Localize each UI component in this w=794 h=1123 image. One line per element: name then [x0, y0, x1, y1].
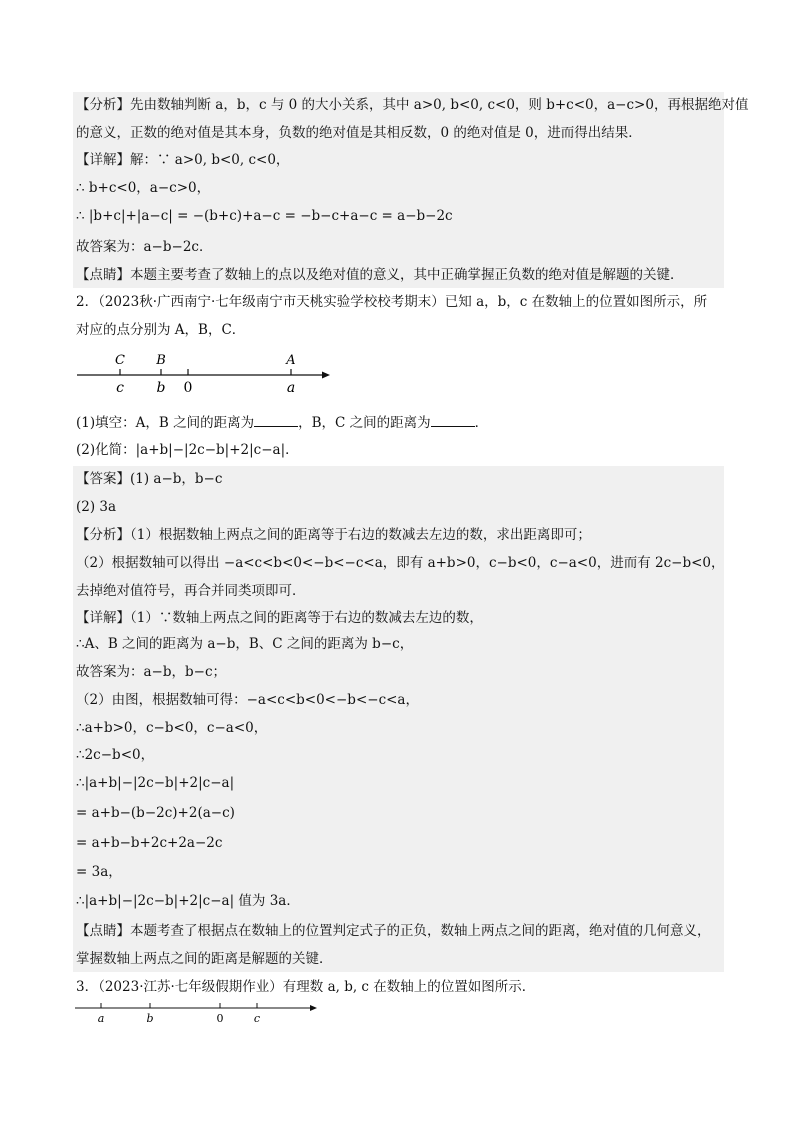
detail-q2-line-5: ∴a+b>0，c−b<0，c−a<0，: [76, 720, 268, 736]
detail-line-1: 【详解】解：∵ a>0, b<0, c<0，: [76, 152, 290, 168]
detail-line-2: ∴ b+c<0，a−c>0，: [76, 180, 211, 196]
number-line-q3: [70, 998, 330, 1028]
detail-q2-line-4: （2）由图，根据数轴可得：−a<c<b<0<−b<−c<a，: [76, 692, 419, 708]
q3-point-0: 0: [216, 1012, 224, 1025]
detail-q2-line-8: = a+b−(b−2c)+2(a−c): [76, 805, 235, 821]
point-label-B: B: [156, 353, 166, 368]
answer-2: (2) 3a: [76, 499, 117, 515]
number-line-q2: [70, 348, 340, 396]
detail-q2-line-7: ∴|a+b|−|2c−b|+2|c−a|: [76, 775, 235, 791]
comment-line: 【点睛】本题主要考查了数轴上的点以及绝对值的意义，其中正确掌握正负数的绝对值是解题的关键．: [76, 267, 684, 283]
q3-point-a: a: [97, 1012, 105, 1025]
point-value-0: 0: [183, 380, 193, 396]
question-2-line-2: 对应的点分别为 A，B，C．: [76, 322, 246, 338]
point-label-A: A: [286, 353, 296, 368]
simplify-question: (2)化简：|a+b|−|2c−b|+2|c−a|．: [76, 442, 299, 458]
point-value-b: b: [156, 380, 166, 396]
point-value-c: c: [116, 380, 124, 396]
detail-q2-line-11: ∴|a+b|−|2c−b|+2|c−a| 值为 3a．: [76, 893, 300, 909]
blank-2: [431, 412, 475, 427]
answer-1: 【答案】(1) a−b，b−c: [76, 471, 223, 487]
analysis-q2-line-2: （2）根据数轴可以得出 −a<c<b<0<−b<−c<a，即有 a+b>0，c−b<0，c−a<0，进而有 2c−b<0，: [76, 555, 725, 571]
comment-q2-line-2: 掌握数轴上两点之间的距离是解题的关键．: [76, 951, 333, 967]
analysis-line-1: 【分析】先由数轴判断 a，b，c 与 0 的大小关系，其中 a>0, b<0, c<0，则 b+c<0，a−c>0，再根据绝对值: [76, 97, 749, 113]
detail-q2-line-1: 【详解】（1）∵数轴上两点之间的距离等于右边的数减去左边的数，: [76, 610, 483, 626]
comment-q2-line-1: 【点睛】本题考查了根据点在数轴上的位置判定式子的正负，数轴上两点之间的距离，绝对值的几何意义，: [76, 923, 711, 939]
detail-q2-line-6: ∴2c−b<0，: [76, 747, 155, 763]
analysis-q2-line-1: 【分析】（1）根据数轴上两点之间的距离等于右边的数减去左边的数，求出距离即可；: [76, 527, 591, 543]
blank-1: [254, 412, 298, 427]
analysis-q2-line-3: 去掉绝对值符号，再合并同类项即可．: [76, 583, 306, 599]
detail-q2-line-3: 故答案为：a−b，b−c；: [76, 664, 227, 680]
question-2-line-1: 2．（2023秋·广西南宁·七年级南宁市天桃实验学校校考期末）已知 a，b，c 在数轴上的位置如图所示，所: [76, 294, 708, 310]
q3-point-c: c: [253, 1012, 261, 1025]
detail-q2-line-10: = 3a，: [76, 864, 122, 880]
fill-in-question: (1)填空：A，B 之间的距离为 ，B，C 之间的距离为 ．: [76, 412, 488, 433]
detail-line-3: ∴ |b+c|+|a−c| = −(b+c)+a−c = −b−c+a−c = a−b−2c: [76, 208, 453, 224]
analysis-line-2: 的意义，正数的绝对值是其本身，负数的绝对值是其相反数，0 的绝对值是 0，进而得出结果．: [76, 125, 642, 141]
q3-point-b: b: [146, 1012, 154, 1025]
point-value-a: a: [286, 380, 296, 396]
question-3-line-1: 3．（2023·江苏·七年级假期作业）有理数 a, b, c 在数轴上的位置如图所示．: [76, 979, 536, 995]
detail-q2-line-9: = a+b−b+2c+2a−2c: [76, 835, 223, 851]
answer-line: 故答案为：a−b−2c．: [76, 239, 213, 255]
point-label-C: C: [115, 353, 125, 368]
detail-q2-line-2: ∴A、B 之间的距离为 a−b，B、C 之间的距离为 b−c，: [76, 636, 414, 652]
